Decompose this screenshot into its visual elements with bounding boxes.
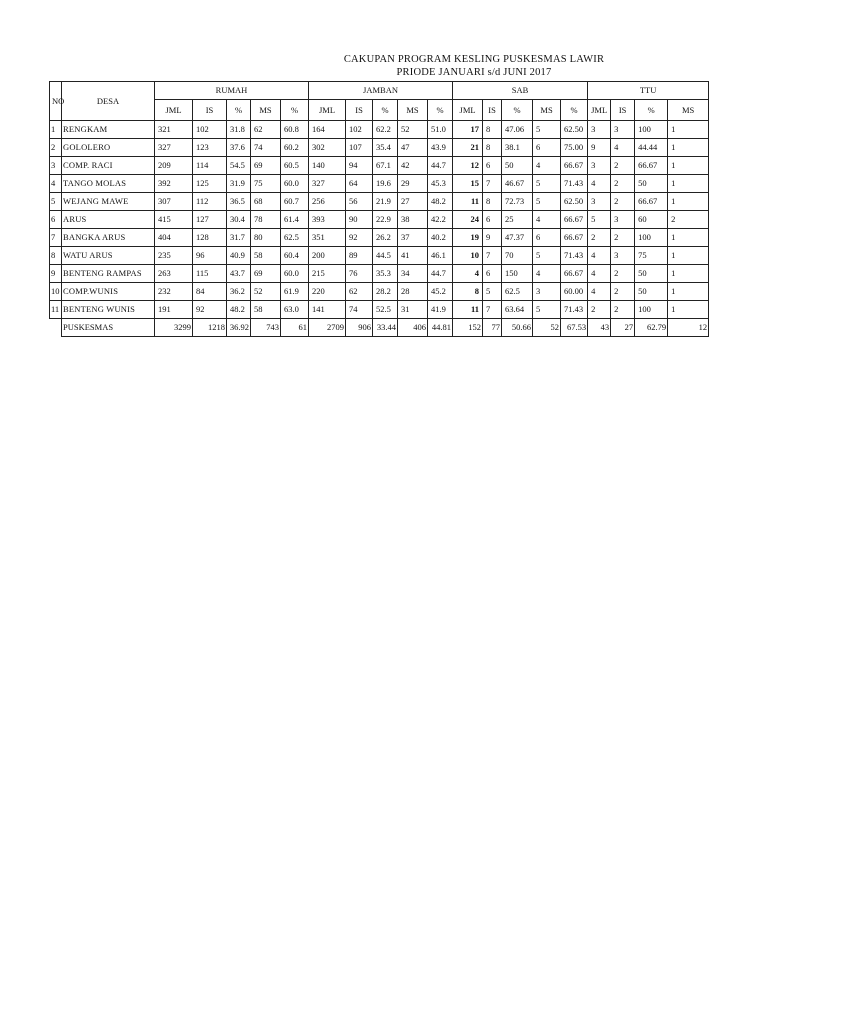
sab-cell: 17 (453, 121, 483, 139)
row-number: 11 (50, 301, 62, 319)
sab-cell: 15 (453, 175, 483, 193)
sab-cell: 5 (483, 283, 502, 301)
jamban-cell: 76 (346, 265, 373, 283)
jamban-cell: 37 (398, 229, 428, 247)
total-cell: 1218 (193, 319, 227, 337)
sab-cell: 12 (453, 157, 483, 175)
ttu-cell: 100 (635, 229, 668, 247)
village-name: COMP.WUNIS (62, 283, 155, 301)
jamban-cell: 42 (398, 157, 428, 175)
jamban-cell: 41.9 (428, 301, 453, 319)
sab-cell: 5 (533, 247, 561, 265)
sab-cell: 38.1 (502, 139, 533, 157)
sab-cell: 9 (483, 229, 502, 247)
col-header-sab-pct2: % (561, 100, 588, 121)
sab-cell: 4 (533, 157, 561, 175)
total-cell: 67.53 (561, 319, 588, 337)
ttu-cell: 50 (635, 283, 668, 301)
table-row (50, 301, 709, 319)
sab-cell: 62.50 (561, 193, 588, 211)
jamban-cell: 28.2 (373, 283, 398, 301)
jamban-cell: 42.2 (428, 211, 453, 229)
sab-cell: 24 (453, 211, 483, 229)
total-no-cell (50, 319, 62, 337)
col-header-sab-ms: MS (533, 100, 561, 121)
village-name: BENTENG RAMPAS (62, 265, 155, 283)
ttu-cell: 2 (588, 229, 611, 247)
jamban-cell: 67.1 (373, 157, 398, 175)
ttu-cell: 50 (635, 265, 668, 283)
jamban-cell: 90 (346, 211, 373, 229)
ttu-cell: 100 (635, 121, 668, 139)
ttu-cell: 1 (668, 175, 709, 193)
village-name: TANGO MOLAS (62, 175, 155, 193)
col-header-rumah-ms: MS (251, 100, 281, 121)
rumah-cell: 125 (193, 175, 227, 193)
total-cell: 906 (346, 319, 373, 337)
rumah-cell: 60.0 (281, 175, 309, 193)
jamban-cell: 64 (346, 175, 373, 193)
sab-cell: 5 (533, 175, 561, 193)
ttu-cell: 4 (588, 175, 611, 193)
ttu-cell: 2 (611, 157, 635, 175)
ttu-cell: 9 (588, 139, 611, 157)
rumah-cell: 232 (155, 283, 193, 301)
col-header-ttu-jml: JML (588, 100, 611, 121)
sab-cell: 4 (533, 211, 561, 229)
sab-cell: 11 (453, 301, 483, 319)
rumah-cell: 61.4 (281, 211, 309, 229)
sab-cell: 62.50 (561, 121, 588, 139)
rumah-cell: 78 (251, 211, 281, 229)
col-header-jamban-pct: % (373, 100, 398, 121)
ttu-cell: 60 (635, 211, 668, 229)
rumah-cell: 30.4 (227, 211, 251, 229)
ttu-cell: 50 (635, 175, 668, 193)
col-header-rumah-pct: % (227, 100, 251, 121)
sab-cell: 7 (483, 301, 502, 319)
col-header-jamban-ms: MS (398, 100, 428, 121)
jamban-cell: 28 (398, 283, 428, 301)
ttu-cell: 66.67 (635, 193, 668, 211)
sab-cell: 60.00 (561, 283, 588, 301)
col-header-sab-pct: % (502, 100, 533, 121)
sab-cell: 71.43 (561, 301, 588, 319)
rumah-cell: 112 (193, 193, 227, 211)
ttu-cell: 2 (611, 283, 635, 301)
ttu-cell: 2 (611, 175, 635, 193)
table-row (50, 265, 709, 283)
col-header-jamban-pct2: % (428, 100, 453, 121)
rumah-cell: 31.9 (227, 175, 251, 193)
sab-cell: 6 (483, 265, 502, 283)
ttu-cell: 100 (635, 301, 668, 319)
sab-cell: 5 (533, 193, 561, 211)
rumah-cell: 40.9 (227, 247, 251, 265)
ttu-cell: 4 (588, 247, 611, 265)
total-row (50, 319, 709, 337)
jamban-cell: 45.3 (428, 175, 453, 193)
sab-cell: 3 (533, 283, 561, 301)
total-cell: 61 (281, 319, 309, 337)
total-cell: 12 (668, 319, 709, 337)
row-number: 1 (50, 121, 62, 139)
ttu-cell: 3 (588, 193, 611, 211)
row-number: 8 (50, 247, 62, 265)
ttu-cell: 4 (588, 283, 611, 301)
jamban-cell: 40.2 (428, 229, 453, 247)
row-number: 4 (50, 175, 62, 193)
table-row (50, 283, 709, 301)
table-body (50, 121, 709, 319)
rumah-cell: 392 (155, 175, 193, 193)
total-cell: 33.44 (373, 319, 398, 337)
jamban-cell: 47 (398, 139, 428, 157)
sab-cell: 150 (502, 265, 533, 283)
ttu-cell: 3 (611, 121, 635, 139)
table-row (50, 229, 709, 247)
rumah-cell: 96 (193, 247, 227, 265)
rumah-cell: 68 (251, 193, 281, 211)
row-number: 10 (50, 283, 62, 301)
sab-cell: 66.67 (561, 211, 588, 229)
jamban-cell: 89 (346, 247, 373, 265)
ttu-cell: 2 (611, 301, 635, 319)
jamban-cell: 27 (398, 193, 428, 211)
col-header-sab-is: IS (483, 100, 502, 121)
sab-cell: 19 (453, 229, 483, 247)
rumah-cell: 74 (251, 139, 281, 157)
rumah-cell: 36.5 (227, 193, 251, 211)
jamban-cell: 200 (309, 247, 346, 265)
ttu-cell: 1 (668, 283, 709, 301)
ttu-cell: 2 (668, 211, 709, 229)
report-title: CAKUPAN PROGRAM KESLING PUSKESMAS LAWIR (343, 54, 605, 65)
report-period: PRIODE JANUARI s/d JUNI 2017 (396, 67, 552, 78)
sab-cell: 70 (502, 247, 533, 265)
col-header-sab-jml: JML (453, 100, 483, 121)
jamban-cell: 74 (346, 301, 373, 319)
ttu-cell: 2 (611, 193, 635, 211)
jamban-cell: 45.2 (428, 283, 453, 301)
rumah-cell: 69 (251, 265, 281, 283)
village-name: WEJANG MAWE (62, 193, 155, 211)
rumah-cell: 31.8 (227, 121, 251, 139)
ttu-cell: 4 (588, 265, 611, 283)
ttu-cell: 5 (588, 211, 611, 229)
jamban-cell: 41 (398, 247, 428, 265)
ttu-cell: 44.44 (635, 139, 668, 157)
ttu-cell: 75 (635, 247, 668, 265)
rumah-cell: 84 (193, 283, 227, 301)
sab-cell: 75.00 (561, 139, 588, 157)
sab-cell: 62.5 (502, 283, 533, 301)
rumah-cell: 43.7 (227, 265, 251, 283)
total-label: PUSKESMAS (62, 319, 155, 337)
sab-cell: 8 (483, 193, 502, 211)
jamban-cell: 256 (309, 193, 346, 211)
sab-cell: 71.43 (561, 247, 588, 265)
group-header-jamban: JAMBAN (309, 82, 453, 100)
rumah-cell: 92 (193, 301, 227, 319)
sab-cell: 63.64 (502, 301, 533, 319)
row-number: 6 (50, 211, 62, 229)
total-cell: 27 (611, 319, 635, 337)
rumah-cell: 52 (251, 283, 281, 301)
sab-cell: 8 (483, 139, 502, 157)
col-header-rumah-jml: JML (155, 100, 193, 121)
village-name: BENTENG WUNIS (62, 301, 155, 319)
col-header-desa: DESA (62, 82, 155, 121)
sab-cell: 4 (533, 265, 561, 283)
rumah-cell: 127 (193, 211, 227, 229)
jamban-cell: 62.2 (373, 121, 398, 139)
sab-cell: 46.67 (502, 175, 533, 193)
jamban-cell: 26.2 (373, 229, 398, 247)
ttu-cell: 2 (611, 229, 635, 247)
table-row (50, 121, 709, 139)
sab-cell: 10 (453, 247, 483, 265)
sab-cell: 66.67 (561, 157, 588, 175)
jamban-cell: 94 (346, 157, 373, 175)
table-row (50, 211, 709, 229)
col-header-ttu-pct: % (635, 100, 668, 121)
jamban-cell: 31 (398, 301, 428, 319)
col-header-jamban-is: IS (346, 100, 373, 121)
rumah-cell: 63.0 (281, 301, 309, 319)
group-header-row (50, 82, 709, 100)
jamban-cell: 393 (309, 211, 346, 229)
village-name: ARUS (62, 211, 155, 229)
total-cell: 36.92 (227, 319, 251, 337)
village-name: RENGKAM (62, 121, 155, 139)
total-cell: 3299 (155, 319, 193, 337)
jamban-cell: 44.5 (373, 247, 398, 265)
village-name: WATU ARUS (62, 247, 155, 265)
ttu-cell: 3 (611, 211, 635, 229)
rumah-cell: 60.2 (281, 139, 309, 157)
rumah-cell: 307 (155, 193, 193, 211)
col-header-rumah-pct2: % (281, 100, 309, 121)
row-number: 2 (50, 139, 62, 157)
sab-cell: 8 (453, 283, 483, 301)
sab-cell: 7 (483, 175, 502, 193)
rumah-cell: 60.8 (281, 121, 309, 139)
col-header-ttu-is: IS (611, 100, 635, 121)
rumah-cell: 60.5 (281, 157, 309, 175)
sab-cell: 25 (502, 211, 533, 229)
jamban-cell: 52 (398, 121, 428, 139)
rumah-cell: 48.2 (227, 301, 251, 319)
jamban-cell: 35.4 (373, 139, 398, 157)
rumah-cell: 60.0 (281, 265, 309, 283)
sab-cell: 6 (483, 211, 502, 229)
rumah-cell: 114 (193, 157, 227, 175)
rumah-cell: 60.4 (281, 247, 309, 265)
table-row (50, 139, 709, 157)
jamban-cell: 48.2 (428, 193, 453, 211)
jamban-cell: 46.1 (428, 247, 453, 265)
total-cell: 743 (251, 319, 281, 337)
ttu-cell: 4 (611, 139, 635, 157)
total-cell: 50.66 (502, 319, 533, 337)
table-row (50, 157, 709, 175)
jamban-cell: 35.3 (373, 265, 398, 283)
sab-cell: 47.37 (502, 229, 533, 247)
jamban-cell: 141 (309, 301, 346, 319)
table-row (50, 193, 709, 211)
sab-cell: 72.73 (502, 193, 533, 211)
sab-cell: 7 (483, 247, 502, 265)
jamban-cell: 102 (346, 121, 373, 139)
rumah-cell: 80 (251, 229, 281, 247)
sab-cell: 11 (453, 193, 483, 211)
jamban-cell: 164 (309, 121, 346, 139)
sab-cell: 66.67 (561, 229, 588, 247)
sab-cell: 47.06 (502, 121, 533, 139)
jamban-cell: 34 (398, 265, 428, 283)
rumah-cell: 75 (251, 175, 281, 193)
rumah-cell: 123 (193, 139, 227, 157)
ttu-cell: 1 (668, 193, 709, 211)
sab-cell: 8 (483, 121, 502, 139)
jamban-cell: 140 (309, 157, 346, 175)
ttu-cell: 66.67 (635, 157, 668, 175)
jamban-cell: 302 (309, 139, 346, 157)
jamban-cell: 29 (398, 175, 428, 193)
total-cell: 77 (483, 319, 502, 337)
rumah-cell: 191 (155, 301, 193, 319)
table-row (50, 175, 709, 193)
sab-cell: 6 (533, 139, 561, 157)
jamban-cell: 92 (346, 229, 373, 247)
row-number: 9 (50, 265, 62, 283)
col-header-jamban-jml: JML (309, 100, 346, 121)
sab-cell: 6 (483, 157, 502, 175)
ttu-cell: 2 (588, 301, 611, 319)
ttu-cell: 1 (668, 121, 709, 139)
jamban-cell: 51.0 (428, 121, 453, 139)
total-cell: 406 (398, 319, 428, 337)
coverage-table (49, 81, 709, 337)
rumah-cell: 102 (193, 121, 227, 139)
sab-cell: 6 (533, 229, 561, 247)
total-cell: 152 (453, 319, 483, 337)
group-header-rumah: RUMAH (155, 82, 309, 100)
total-cell: 44.81 (428, 319, 453, 337)
jamban-cell: 220 (309, 283, 346, 301)
rumah-cell: 128 (193, 229, 227, 247)
rumah-cell: 69 (251, 157, 281, 175)
rumah-cell: 61.9 (281, 283, 309, 301)
sab-cell: 66.67 (561, 265, 588, 283)
ttu-cell: 1 (668, 301, 709, 319)
jamban-cell: 62 (346, 283, 373, 301)
total-cell: 52 (533, 319, 561, 337)
sab-cell: 71.43 (561, 175, 588, 193)
jamban-cell: 22.9 (373, 211, 398, 229)
village-name: BANGKA ARUS (62, 229, 155, 247)
ttu-cell: 1 (668, 157, 709, 175)
jamban-cell: 44.7 (428, 265, 453, 283)
rumah-cell: 36.2 (227, 283, 251, 301)
sab-cell: 4 (453, 265, 483, 283)
sab-cell: 50 (502, 157, 533, 175)
ttu-cell: 3 (611, 247, 635, 265)
jamban-cell: 38 (398, 211, 428, 229)
jamban-cell: 19.6 (373, 175, 398, 193)
row-number: 3 (50, 157, 62, 175)
jamban-cell: 327 (309, 175, 346, 193)
row-number: 7 (50, 229, 62, 247)
rumah-cell: 235 (155, 247, 193, 265)
jamban-cell: 21.9 (373, 193, 398, 211)
rumah-cell: 54.5 (227, 157, 251, 175)
ttu-cell: 1 (668, 229, 709, 247)
table-row (50, 247, 709, 265)
rumah-cell: 263 (155, 265, 193, 283)
ttu-cell: 1 (668, 139, 709, 157)
col-header-ttu-ms: MS (668, 100, 709, 121)
rumah-cell: 37.6 (227, 139, 251, 157)
village-name: GOLOLERO (62, 139, 155, 157)
ttu-cell: 1 (668, 247, 709, 265)
total-cell: 2709 (309, 319, 346, 337)
jamban-cell: 107 (346, 139, 373, 157)
rumah-cell: 115 (193, 265, 227, 283)
group-header-ttu: TTU (588, 82, 709, 100)
sab-cell: 5 (533, 121, 561, 139)
jamban-cell: 56 (346, 193, 373, 211)
ttu-cell: 2 (611, 265, 635, 283)
col-header-rumah-is: IS (193, 100, 227, 121)
jamban-cell: 351 (309, 229, 346, 247)
ttu-cell: 3 (588, 121, 611, 139)
rumah-cell: 321 (155, 121, 193, 139)
rumah-cell: 31.7 (227, 229, 251, 247)
rumah-cell: 62.5 (281, 229, 309, 247)
ttu-cell: 1 (668, 265, 709, 283)
rumah-cell: 209 (155, 157, 193, 175)
total-cell: 43 (588, 319, 611, 337)
rumah-cell: 415 (155, 211, 193, 229)
rumah-cell: 62 (251, 121, 281, 139)
village-name: COMP. RACI (62, 157, 155, 175)
col-header-no: NO (50, 82, 62, 121)
rumah-cell: 327 (155, 139, 193, 157)
jamban-cell: 52.5 (373, 301, 398, 319)
row-number: 5 (50, 193, 62, 211)
total-cell: 62.79 (635, 319, 668, 337)
rumah-cell: 58 (251, 301, 281, 319)
sab-cell: 21 (453, 139, 483, 157)
jamban-cell: 44.7 (428, 157, 453, 175)
rumah-cell: 58 (251, 247, 281, 265)
rumah-cell: 404 (155, 229, 193, 247)
jamban-cell: 43.9 (428, 139, 453, 157)
group-header-sab: SAB (453, 82, 588, 100)
rumah-cell: 60.7 (281, 193, 309, 211)
jamban-cell: 215 (309, 265, 346, 283)
ttu-cell: 3 (588, 157, 611, 175)
sab-cell: 5 (533, 301, 561, 319)
